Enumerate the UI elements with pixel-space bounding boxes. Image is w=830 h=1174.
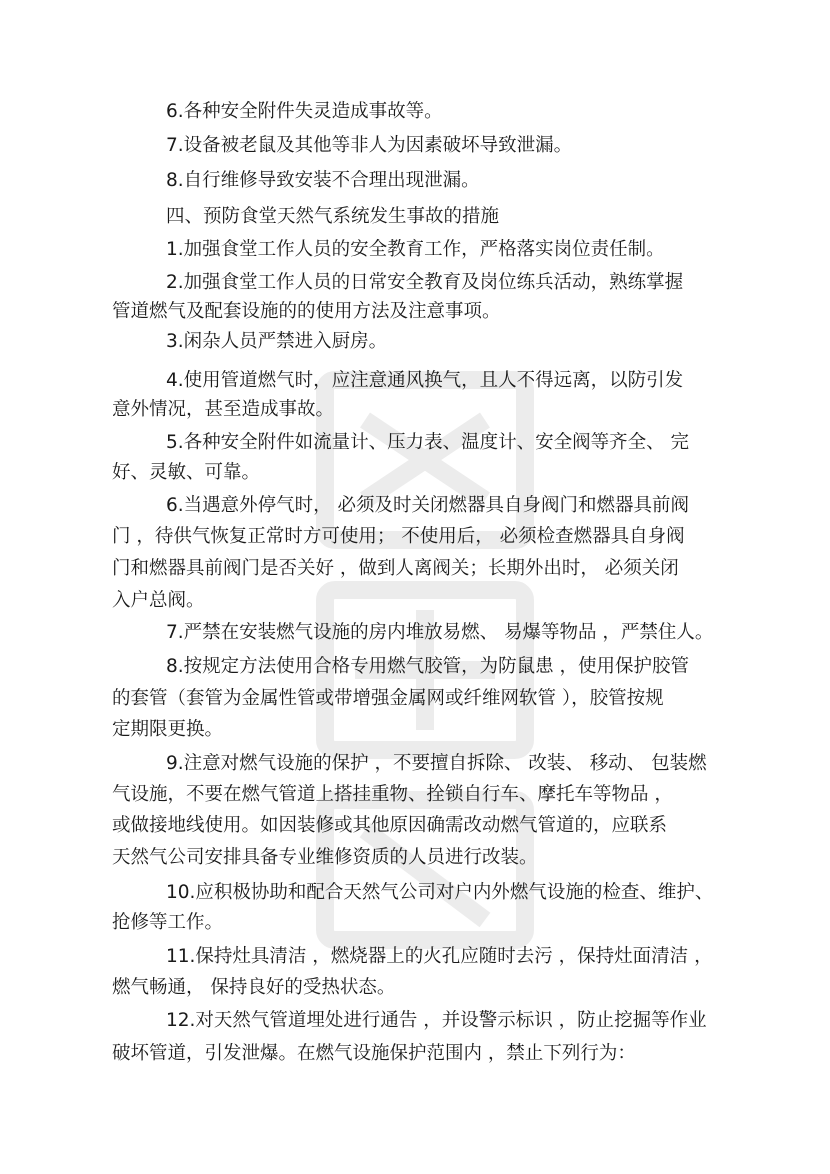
text-line: 好、灵敏、可靠。 xyxy=(112,462,261,483)
text-line: 定期限更换。 xyxy=(112,719,224,740)
text-line: 或做接地线使用。如因装修或其他原因确需改动燃气管道的，应联系 xyxy=(112,815,668,836)
text-line: 管道燃气及配套设施的的使用方法及注意事项。 xyxy=(112,301,501,322)
text-line: 燃气畅通， 保持良好的受热状态。 xyxy=(112,977,396,998)
text-line: 意外情况，甚至造成事故。 xyxy=(112,399,335,420)
text-line: 门 ，待供气恢复正常时方可使用； 不使用后， 必须检查燃器具自身阀 xyxy=(112,526,685,547)
text-line: 抢修等工作。 xyxy=(112,912,224,933)
text-line: 天然气公司安排具备专业维修资质的人员进行改装。 xyxy=(112,847,538,868)
text-line: 10.应积极协助和配合天然气公司对户内外燃气设施的检查、维护、 xyxy=(166,882,714,903)
text-line: 8.按规定方法使用合格专用燃气胶管，为防鼠患 ，使用保护胶管 xyxy=(166,656,690,677)
text-line: 2.加强食堂工作人员的日常安全教育及岗位练兵活动，熟练掌握 xyxy=(166,272,684,293)
text-line: 的套管（套管为金属性管或带增强金属网或纤维网软管 ），胶管按规 xyxy=(112,688,664,709)
text-line: 1.加强食堂工作人员的安全教育工作，严格落实岗位责任制。 xyxy=(166,239,665,260)
text-line: 6.各种安全附件失灵造成事故等。 xyxy=(166,101,443,122)
text-line: 破坏管道，引发泄爆。在燃气设施保护范围内 ，禁止下列行为： xyxy=(112,1043,636,1064)
text-line: 4.使用管道燃气时，应注意通风换气，且人不得远离，以防引发 xyxy=(166,370,684,391)
text-line: 8.自行维修导致安装不合理出现泄漏。 xyxy=(166,170,480,191)
section-heading: 四、预防食堂天然气系统发生事故的措施 xyxy=(166,206,500,227)
text-line: 6.当遇意外停气时， 必须及时关闭燃器具自身阀门和燃器具前阀 xyxy=(166,495,690,516)
text-line: 入户总阀。 xyxy=(112,590,205,611)
text-line: 11.保持灶具清洁 ，燃烧器上的火孔应随时去污 ，保持灶面清洁 ， xyxy=(166,946,713,967)
text-line: 门和燃器具前阀门是否关好 ，做到人离阀关；长期外出时， 必须关闭 xyxy=(112,558,679,579)
text-line: 12.对天然气管道埋处进行通告 ，并设警示标识 ，防止挖掘等作业 xyxy=(166,1010,707,1031)
text-line: 3.闲杂人员严禁进入厨房。 xyxy=(166,331,388,352)
text-line: 气设施，不要在燃气管道上搭挂重物、拴锁自行车、摩托车等物品 ， xyxy=(112,784,673,805)
text-line: 7.设备被老鼠及其他等非人为因素破坏导致泄漏。 xyxy=(166,135,573,156)
text-line: 7.严禁在安装燃气设施的房内堆放易燃、 易爆等物品 ，严禁住人。 xyxy=(166,622,714,643)
text-line: 9.注意对燃气设施的保护 ，不要擅自拆除、 改装、 移动、 包装燃 xyxy=(166,753,707,774)
text-line: 5.各种安全附件如流量计、压力表、温度计、安全阀等齐全、 完 xyxy=(166,432,690,453)
